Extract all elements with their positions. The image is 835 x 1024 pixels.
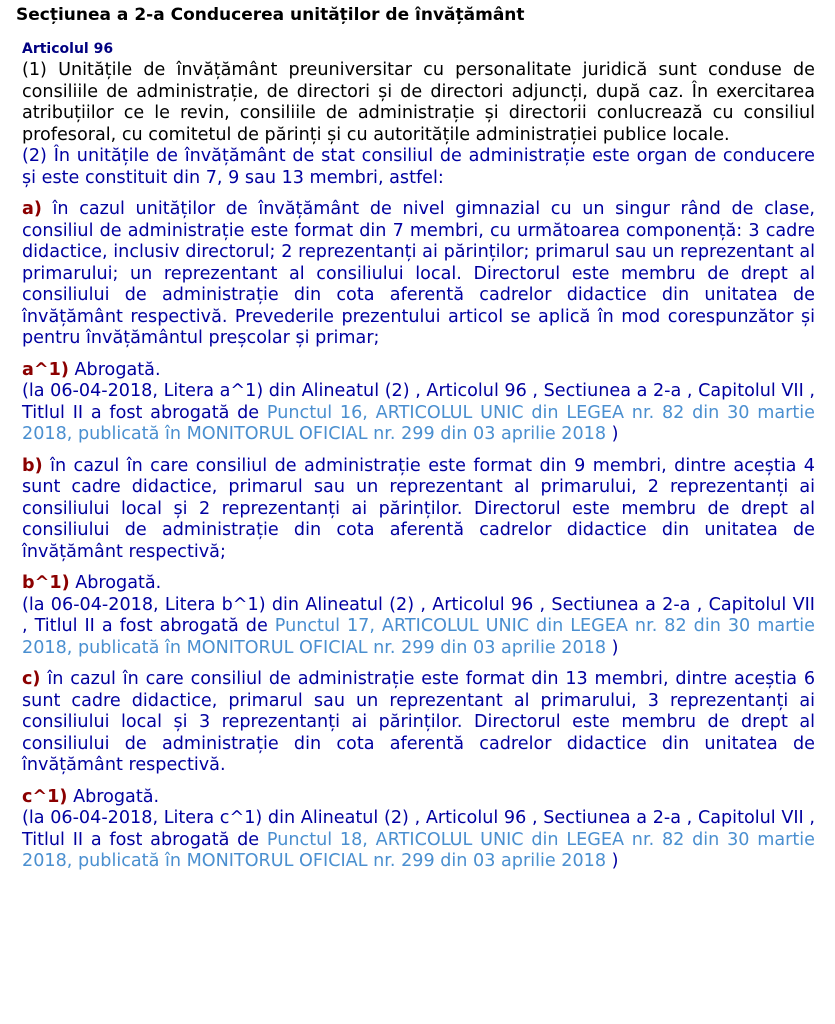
item-c1-note (22, 808, 815, 873)
paragraph-2: (2) În unitățile de învățământ de stat consiliul de administrație este organ de conducere și este constituit din 7, 9 sau 13 membri, astfel: (22, 146, 815, 188)
paragraph-1: (1) Unitățile de învățământ preuniversitar cu personalitate juridică sunt conduse de consiliile de administrație, de directori și de directori adjuncți, după caz. În exercitarea atribuțiilor ce le revin, consiliile de administrație și directorii conlucrează cu consiliul profesoral, cu comitetul de părinți și cu autoritățile administrației publice locale. (22, 60, 815, 145)
item-a1-label: a^1) (22, 359, 69, 380)
item-a-label: a) (22, 199, 42, 219)
item-a1-note-suffix: ) (611, 424, 619, 444)
item-c1-note-prefix: (la 06-04-2018, Litera c^1) din Alineatul (2) , Articolul 96 , Sectiunea a 2-a , Capitolul VII , Titlul II a fost abrogată de (22, 808, 815, 850)
item-c1-note-link[interactable]: Punctul 18, ARTICOLUL UNIC din LEGEA nr. 82 din 30 martie 2018, publicată în MONITORUL OFICIAL nr. 299 din 03 aprilie 2018 (22, 829, 815, 871)
item-b1-note-link[interactable]: Punctul 17, ARTICOLUL UNIC din LEGEA nr. 82 din 30 martie 2018, publicată în MONITORUL OFICIAL nr. 299 din 03 aprilie 2018 (22, 616, 815, 658)
item-b1-note-suffix: ) (611, 637, 619, 658)
item-b1-note-prefix: (la 06-04-2018, Litera b^1) din Alineatul (2) , Articolul 96 , Sectiunea a 2-a , Capitolul VII , Titlul II a fost abrogată de (22, 594, 815, 636)
item-a-text: în cazul unităților de învățământ de nivel gimnazial cu un singur rând de clase, consiliul de administrație este format din 7 membri, cu următoarea componență: 3 cadre didactice, inclusiv directorul; 2 reprezentanți ai părinților; primarul sau un reprezentant al primarului; un reprezentant al consiliului local. Directorul este membru de drept al consiliului de administrație din cota aferentă cadrelor didactice din unitatea de învățământ respectivă. Prevederile prezentului articol se aplică în mod corespunzător și pentru învățământul preșcolar și primar; (22, 199, 816, 348)
item-a (22, 199, 815, 350)
item-b1 (22, 573, 815, 595)
item-c-text: în cazul în care consiliul de administrație este format din 13 membri, dintre aceștia 6 sunt cadre didactice, primarul sau un reprezentant al primarului, 3 reprezentanți ai consiliului local și 3 reprezentanți ai părinților. Directorul este membru de drept al consiliului de administrație din cota aferentă cadrelor didactice din unitatea de învățământ respectivă. (22, 669, 816, 775)
item-b1-label: b^1) (22, 573, 70, 593)
item-a1-note-prefix: (la 06-04-2018, Litera a^1) din Alineatul (2) , Articolul 96 , Sectiunea a 2-a , Capitolul VII , Titlul II a fost abrogată de (22, 381, 815, 423)
item-a1 (22, 360, 815, 382)
item-a1-note (22, 381, 815, 446)
item-a1-text: Abrogată. (74, 359, 161, 380)
section-title: Secțiunea a 2-a Conducerea unităților de învățământ (16, 5, 525, 25)
item-c (22, 669, 815, 777)
article-title: Articolul 96 (22, 41, 114, 57)
item-c1 (22, 787, 815, 809)
item-c1-note-suffix: ) (611, 851, 619, 871)
item-c-label: c) (22, 669, 41, 689)
item-c1-text: Abrogată. (73, 786, 160, 807)
item-b1-text: Abrogată. (75, 573, 162, 593)
item-b-label: b) (22, 455, 43, 476)
item-a1-note-link[interactable]: Punctul 16, ARTICOLUL UNIC din LEGEA nr. 82 din 30 martie 2018, publicată în MONITORUL OFICIAL nr. 299 din 03 aprilie 2018 (22, 402, 815, 444)
item-b1-note (22, 595, 815, 660)
item-b-text: în cazul în care consiliul de administrație este format din 9 membri, dintre aceștia 4 sunt cadre didactice, primarul sau un reprezentant al primarului, 2 reprezentanți ai consiliului local și 2 reprezentanți ai părinților. Directorul este membru de drept al consiliului de administrație din cota aferentă cadrelor didactice din unitatea de învățământ respectivă; (22, 455, 815, 562)
item-b (22, 456, 815, 564)
item-c1-label: c^1) (22, 786, 68, 807)
